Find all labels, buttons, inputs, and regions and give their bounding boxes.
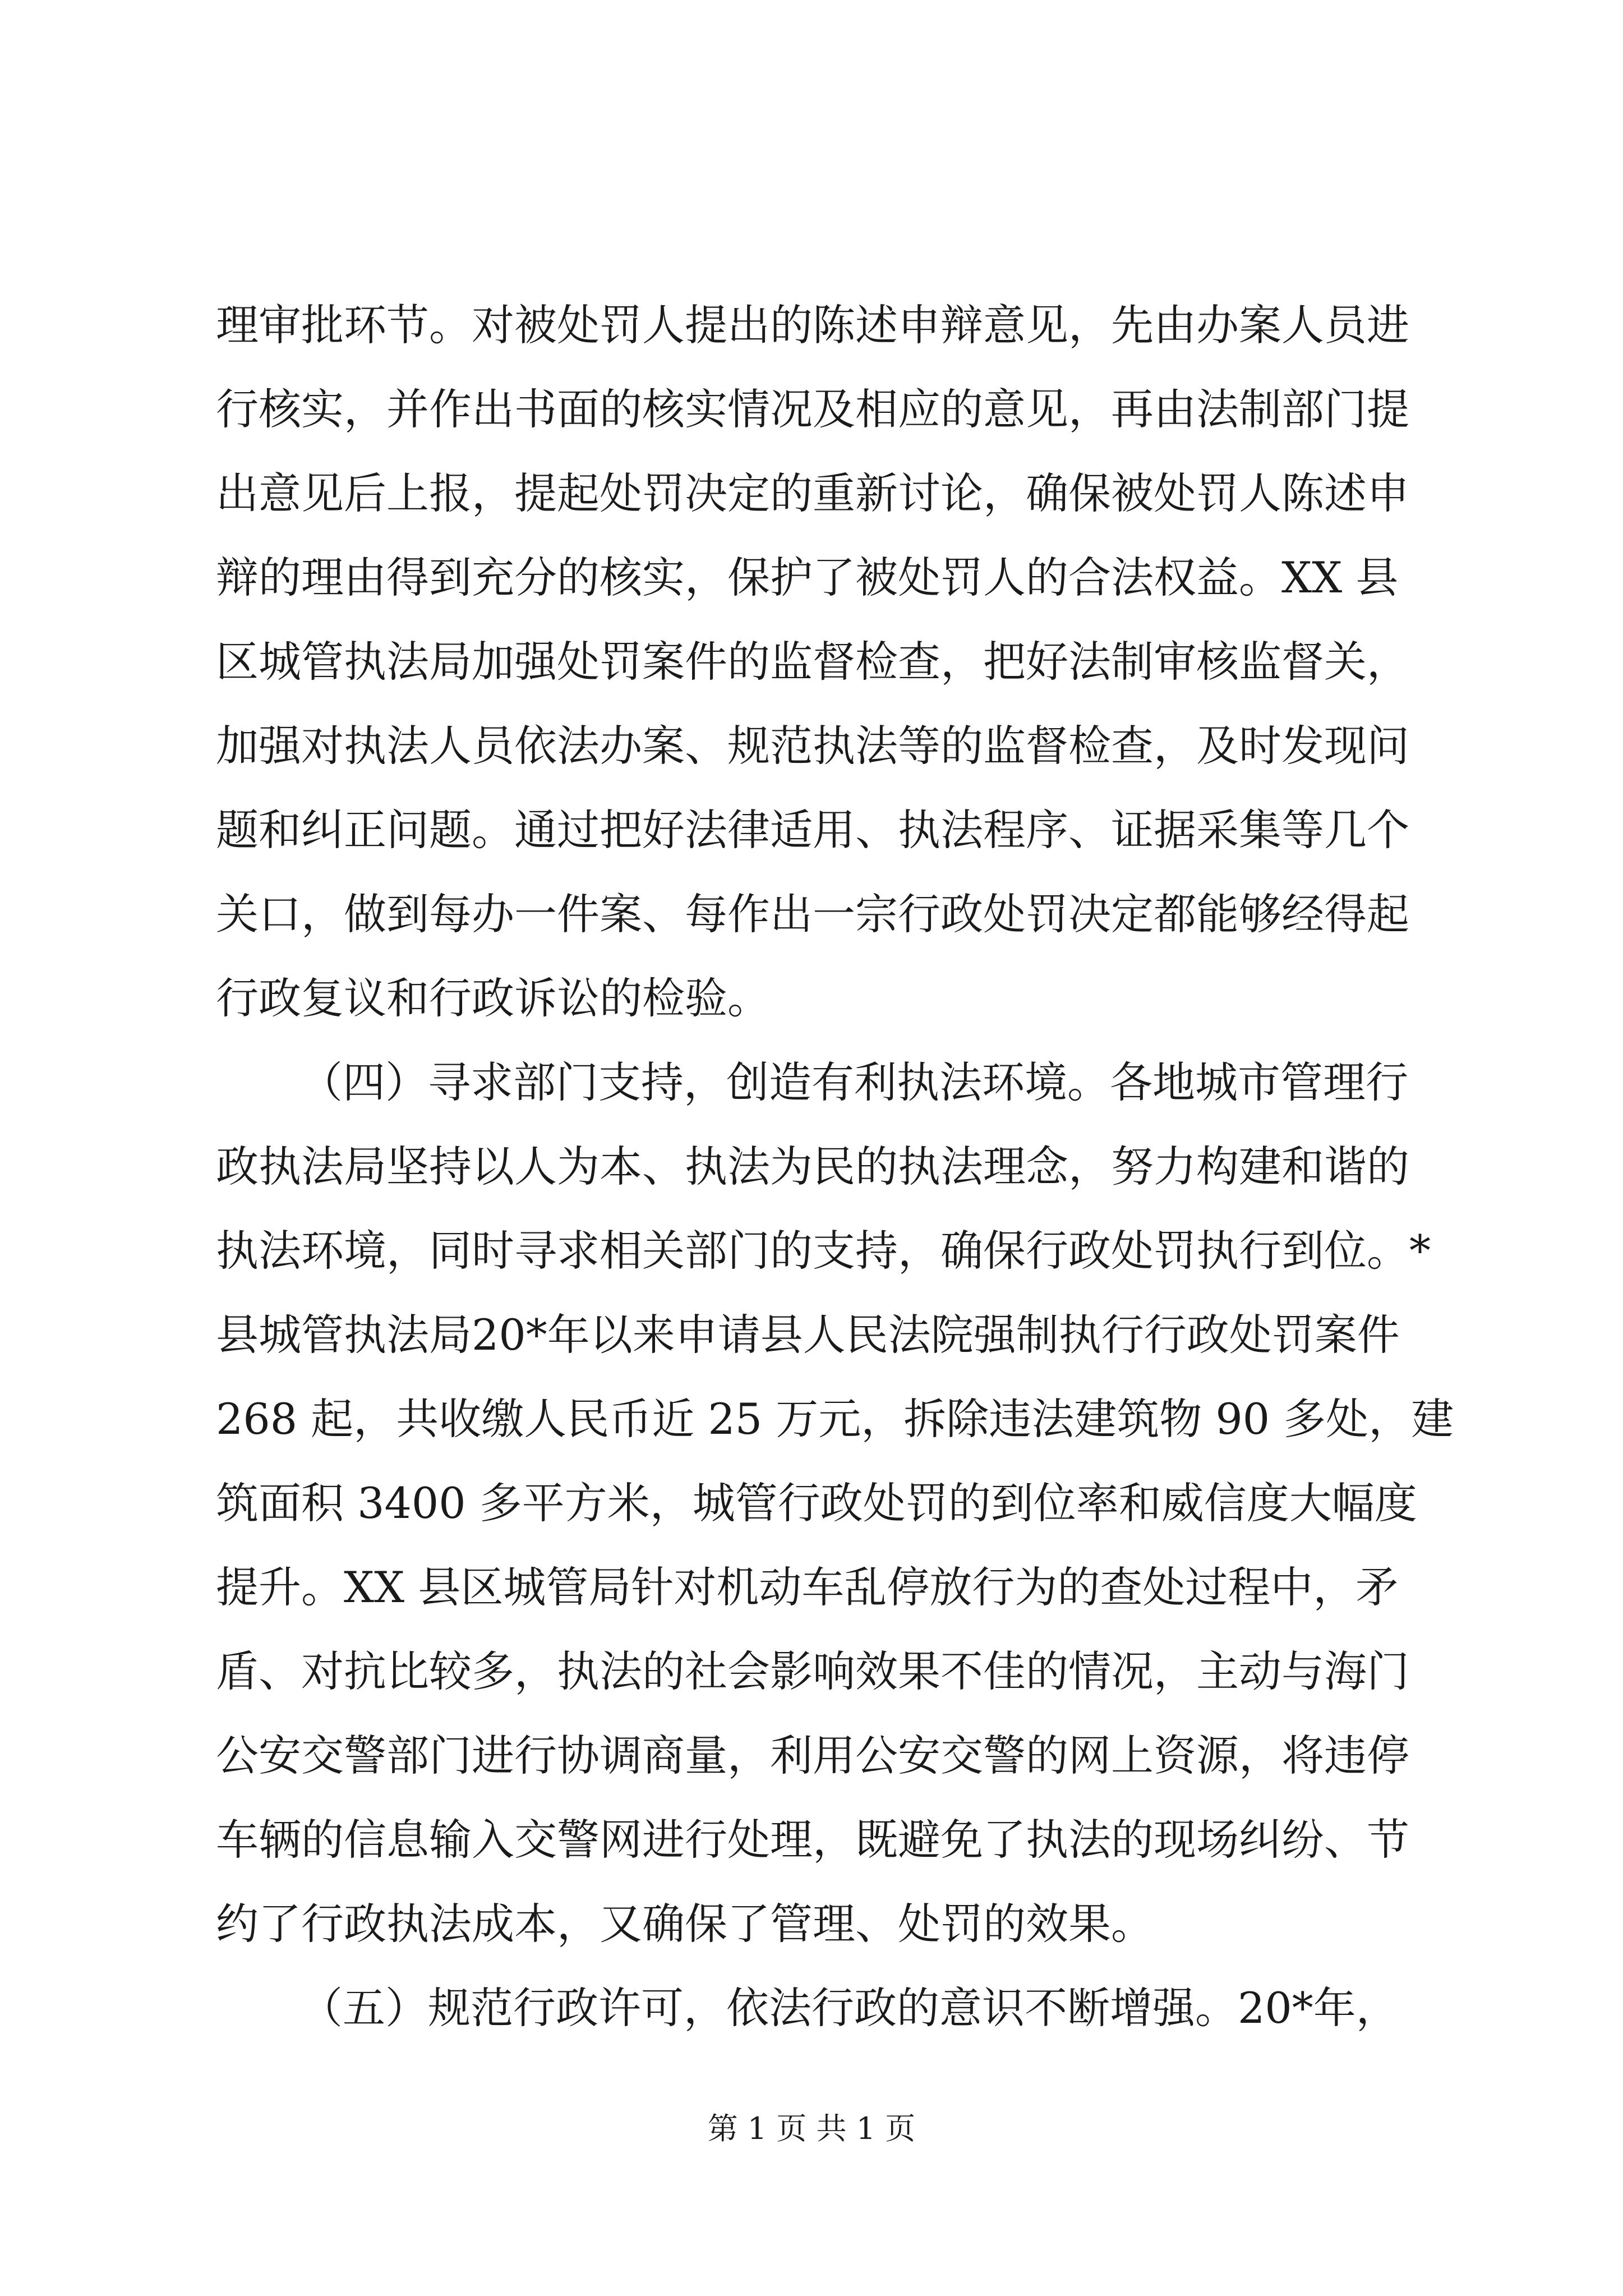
- text-line: 行核实，并作出书面的核实情况及相应的意见，再由法制部门提: [216, 384, 1409, 434]
- text-line: 关口，做到每办一件案、每作出一宗行政处罚决定都能够经得起: [216, 889, 1409, 939]
- text-line: 辩的理由得到充分的核实，保护了被处罚人的合法权益。XX 县: [216, 553, 1399, 602]
- text-line: 行政复议和行政诉讼的检验。: [216, 973, 770, 1023]
- text-line: 理审批环节。对被处罚人提出的陈述申辩意见，先由办案人员进: [216, 300, 1409, 350]
- text-line: 区城管执法局加强处罚案件的监督检查，把好法制审核监督关，: [216, 637, 1409, 687]
- text-line: 县城管执法局20*年以来申请县人民法院强制执行行政处罚案件: [216, 1310, 1400, 1360]
- page-number-footer: 第 1 页 共 1 页: [707, 2111, 916, 2146]
- text-line: 筑面积 3400 多平方米，城管行政处罚的到位率和威信度大幅度: [216, 1478, 1417, 1528]
- text-line: 执法环境，同时寻求相关部门的支持，确保行政处罚执行到位。*: [216, 1226, 1431, 1276]
- text-line: 加强对执法人员依法办案、规范执法等的监督检查，及时发现问: [216, 721, 1409, 771]
- text-line: 提升。XX 县区城管局针对机动车乱停放行为的查处过程中，矛: [216, 1562, 1399, 1612]
- paragraph-heading-line: （五）规范行政许可，依法行政的意识不断增强。20*年，: [300, 1983, 1399, 2033]
- text-line: 268 起，共收缴人民币近 25 万元，拆除违法建筑物 90 多处，建: [216, 1394, 1454, 1444]
- paragraph-heading-line: （四）寻求部门支持，创造有利执法环境。各地城市管理行: [300, 1057, 1408, 1107]
- text-line: 约了行政执法成本，又确保了管理、处罚的效果。: [216, 1899, 1154, 1949]
- text-line: 政执法局坚持以人为本、执法为民的执法理念，努力构建和谐的: [216, 1142, 1409, 1191]
- text-line: 题和纠正问题。通过把好法律适用、执法程序、证据采集等几个: [216, 805, 1409, 855]
- text-line: 公安交警部门进行协调商量，利用公安交警的网上资源，将违停: [216, 1731, 1409, 1780]
- text-line: 车辆的信息输入交警网进行处理，既避免了执法的现场纠纷、节: [216, 1815, 1409, 1865]
- text-line: 出意见后上报，提起处罚决定的重新讨论，确保被处罚人陈述申: [216, 468, 1409, 518]
- text-line: 盾、对抗比较多，执法的社会影响效果不佳的情况，主动与海门: [216, 1646, 1409, 1696]
